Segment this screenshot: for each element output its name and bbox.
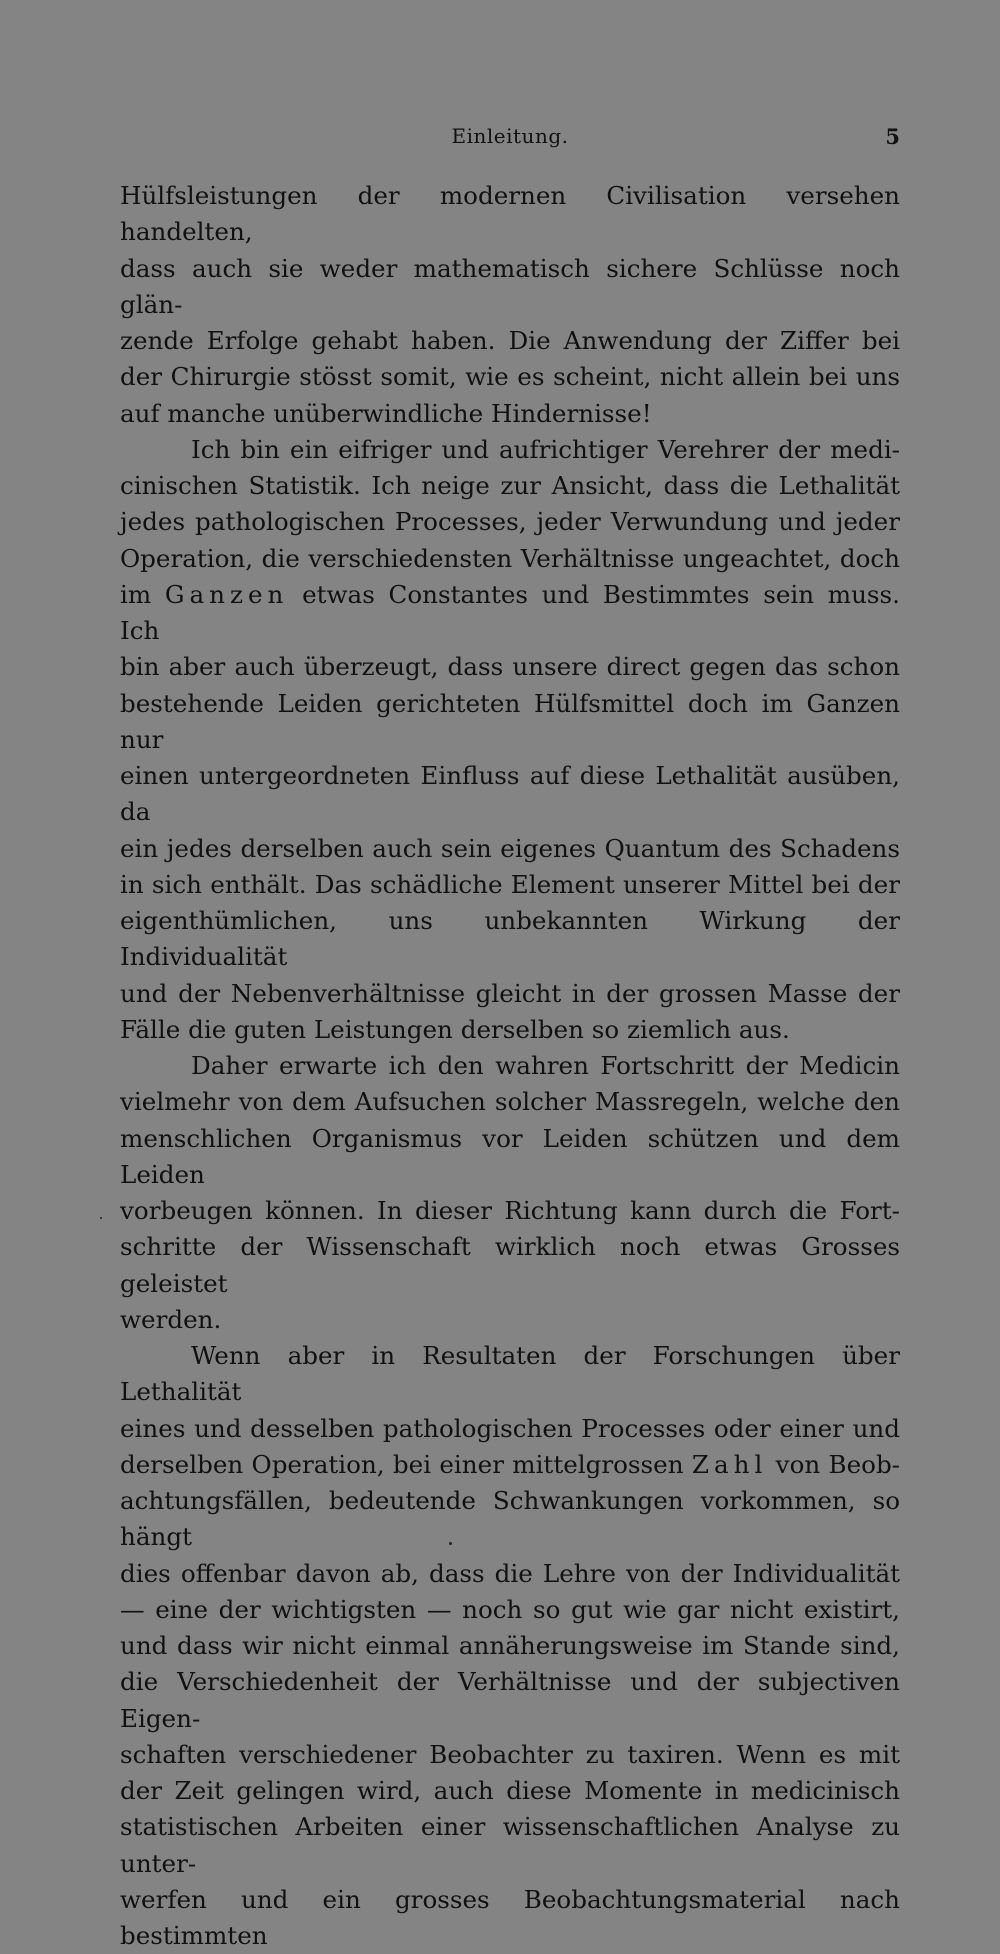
- line-text: von Beob-: [775, 1449, 900, 1479]
- paragraph-line: menschlichen Organismus vor Leiden schützen und dem Leiden: [120, 1123, 900, 1189]
- paragraph-line: einen untergeordneten Einfluss auf diese Lethalität ausüben, da: [120, 761, 900, 827]
- paragraph-line: statistischen Arbeiten einer wissenschaftlichen Analyse zu unter-: [120, 1812, 900, 1878]
- paragraph: Ich bin ein eifriger und aufrichtiger Verehrer der medi-: [191, 434, 900, 464]
- paragraph-line: und dass wir nicht einmal annäherungsweise im Stande sind,: [120, 1631, 900, 1660]
- paragraph-line: auf manche unüberwindliche Hindernisse!: [120, 398, 652, 428]
- paragraph-line: schaften verschiedener Beobachter zu taxiren. Wenn es mit: [120, 1739, 900, 1769]
- paragraph-line: eines und desselben pathologischen Processes oder einer und: [120, 1413, 900, 1443]
- page-number: 5: [885, 124, 900, 149]
- paragraph-line: jedes pathologischen Processes, jeder Verwundung und jeder: [120, 507, 900, 537]
- paragraph-line: und der Nebenverhältnisse gleicht in der grossen Masse der: [120, 978, 900, 1008]
- paragraph-line: schritte der Wissenschaft wirklich noch etwas Grosses geleistet: [120, 1232, 900, 1298]
- paragraph-line: dass auch sie weder mathematisch sichere Schlüsse noch glän-: [120, 253, 900, 319]
- paragraph: Hülfsleistungen der modernen Civilisation versehen handelten,: [120, 181, 900, 247]
- paragraph-line: cinischen Statistik. Ich neige zur Ansicht, dass die Lethalität: [120, 471, 900, 500]
- line-text: derselben Operation, bei einer mittelgrossen: [120, 1449, 684, 1479]
- line-text: etwas Constantes und Bestimmtes sein muss. Ich: [120, 579, 900, 645]
- paragraph-line: der Zeit gelingen wird, auch diese Momente in medicinisch: [120, 1776, 900, 1805]
- paragraph-line: ein jedes derselben auch sein eigenes Quantum des Schadens: [120, 833, 900, 863]
- paragraph-line: werfen und ein grosses Beobachtungsmaterial nach bestimmten: [120, 1884, 900, 1950]
- paragraph: Wenn aber in Resultaten der Forschungen über Lethalität: [120, 1341, 900, 1407]
- paragraph-line: vorbeugen können. In dieser Richtung kann durch die Fort-: [120, 1196, 900, 1225]
- print-speck: [449, 1542, 452, 1545]
- paragraph-line: eigenthümlichen, uns unbekannten Wirkung der Individualität: [120, 906, 900, 972]
- paragraph-line: achtungsfällen, bedeutende Schwankungen vorkommen, so hängt: [120, 1486, 900, 1552]
- paragraph-line: die Verschiedenheit der Verhältnisse und der subjectiven Eigen-: [120, 1667, 900, 1733]
- body-text: [120, 178, 900, 1954]
- paragraph-line: vielmehr von dem Aufsuchen solcher Massregeln, welche den: [120, 1087, 900, 1117]
- print-speck: [100, 1217, 102, 1219]
- paragraph-line: [120, 1447, 900, 1483]
- paragraph-line: — eine der wichtigsten — noch so gut wie gar nicht existirt,: [120, 1594, 900, 1624]
- paragraph-line: dies offenbar davon ab, dass die Lehre von der Individualität: [120, 1558, 900, 1588]
- paragraph-line: der Chirurgie stösst somit, wie es scheint, nicht allein bei uns: [120, 362, 900, 392]
- paragraph-line: werden.: [120, 1304, 222, 1334]
- chapter-title: Einleitung.: [451, 124, 569, 148]
- paragraph-line: [120, 577, 900, 650]
- line-text: im: [120, 579, 152, 609]
- paragraph-line: in sich enthält. Das schädliche Element unserer Mittel bei der: [120, 869, 900, 899]
- paragraph-line: Fälle die guten Leistungen derselben so ziemlich aus.: [120, 1014, 790, 1044]
- running-head: [120, 124, 900, 154]
- paragraph-line: bin aber auch überzeugt, dass unsere direct gegen das schon: [120, 652, 900, 682]
- emphasized-word: Ganzen: [164, 579, 289, 609]
- paragraph-line: zende Erfolge gehabt haben. Die Anwendung der Ziffer bei: [120, 326, 900, 355]
- emphasized-word: Zahl: [691, 1449, 768, 1479]
- paragraph-line: Operation, die verschiedensten Verhältnisse ungeachtet, doch: [120, 543, 900, 573]
- paragraph-line: bestehende Leiden gerichteten Hülfsmittel doch im Ganzen nur: [120, 688, 900, 754]
- paragraph: Daher erwarte ich den wahren Fortschritt der Medicin: [191, 1051, 900, 1080]
